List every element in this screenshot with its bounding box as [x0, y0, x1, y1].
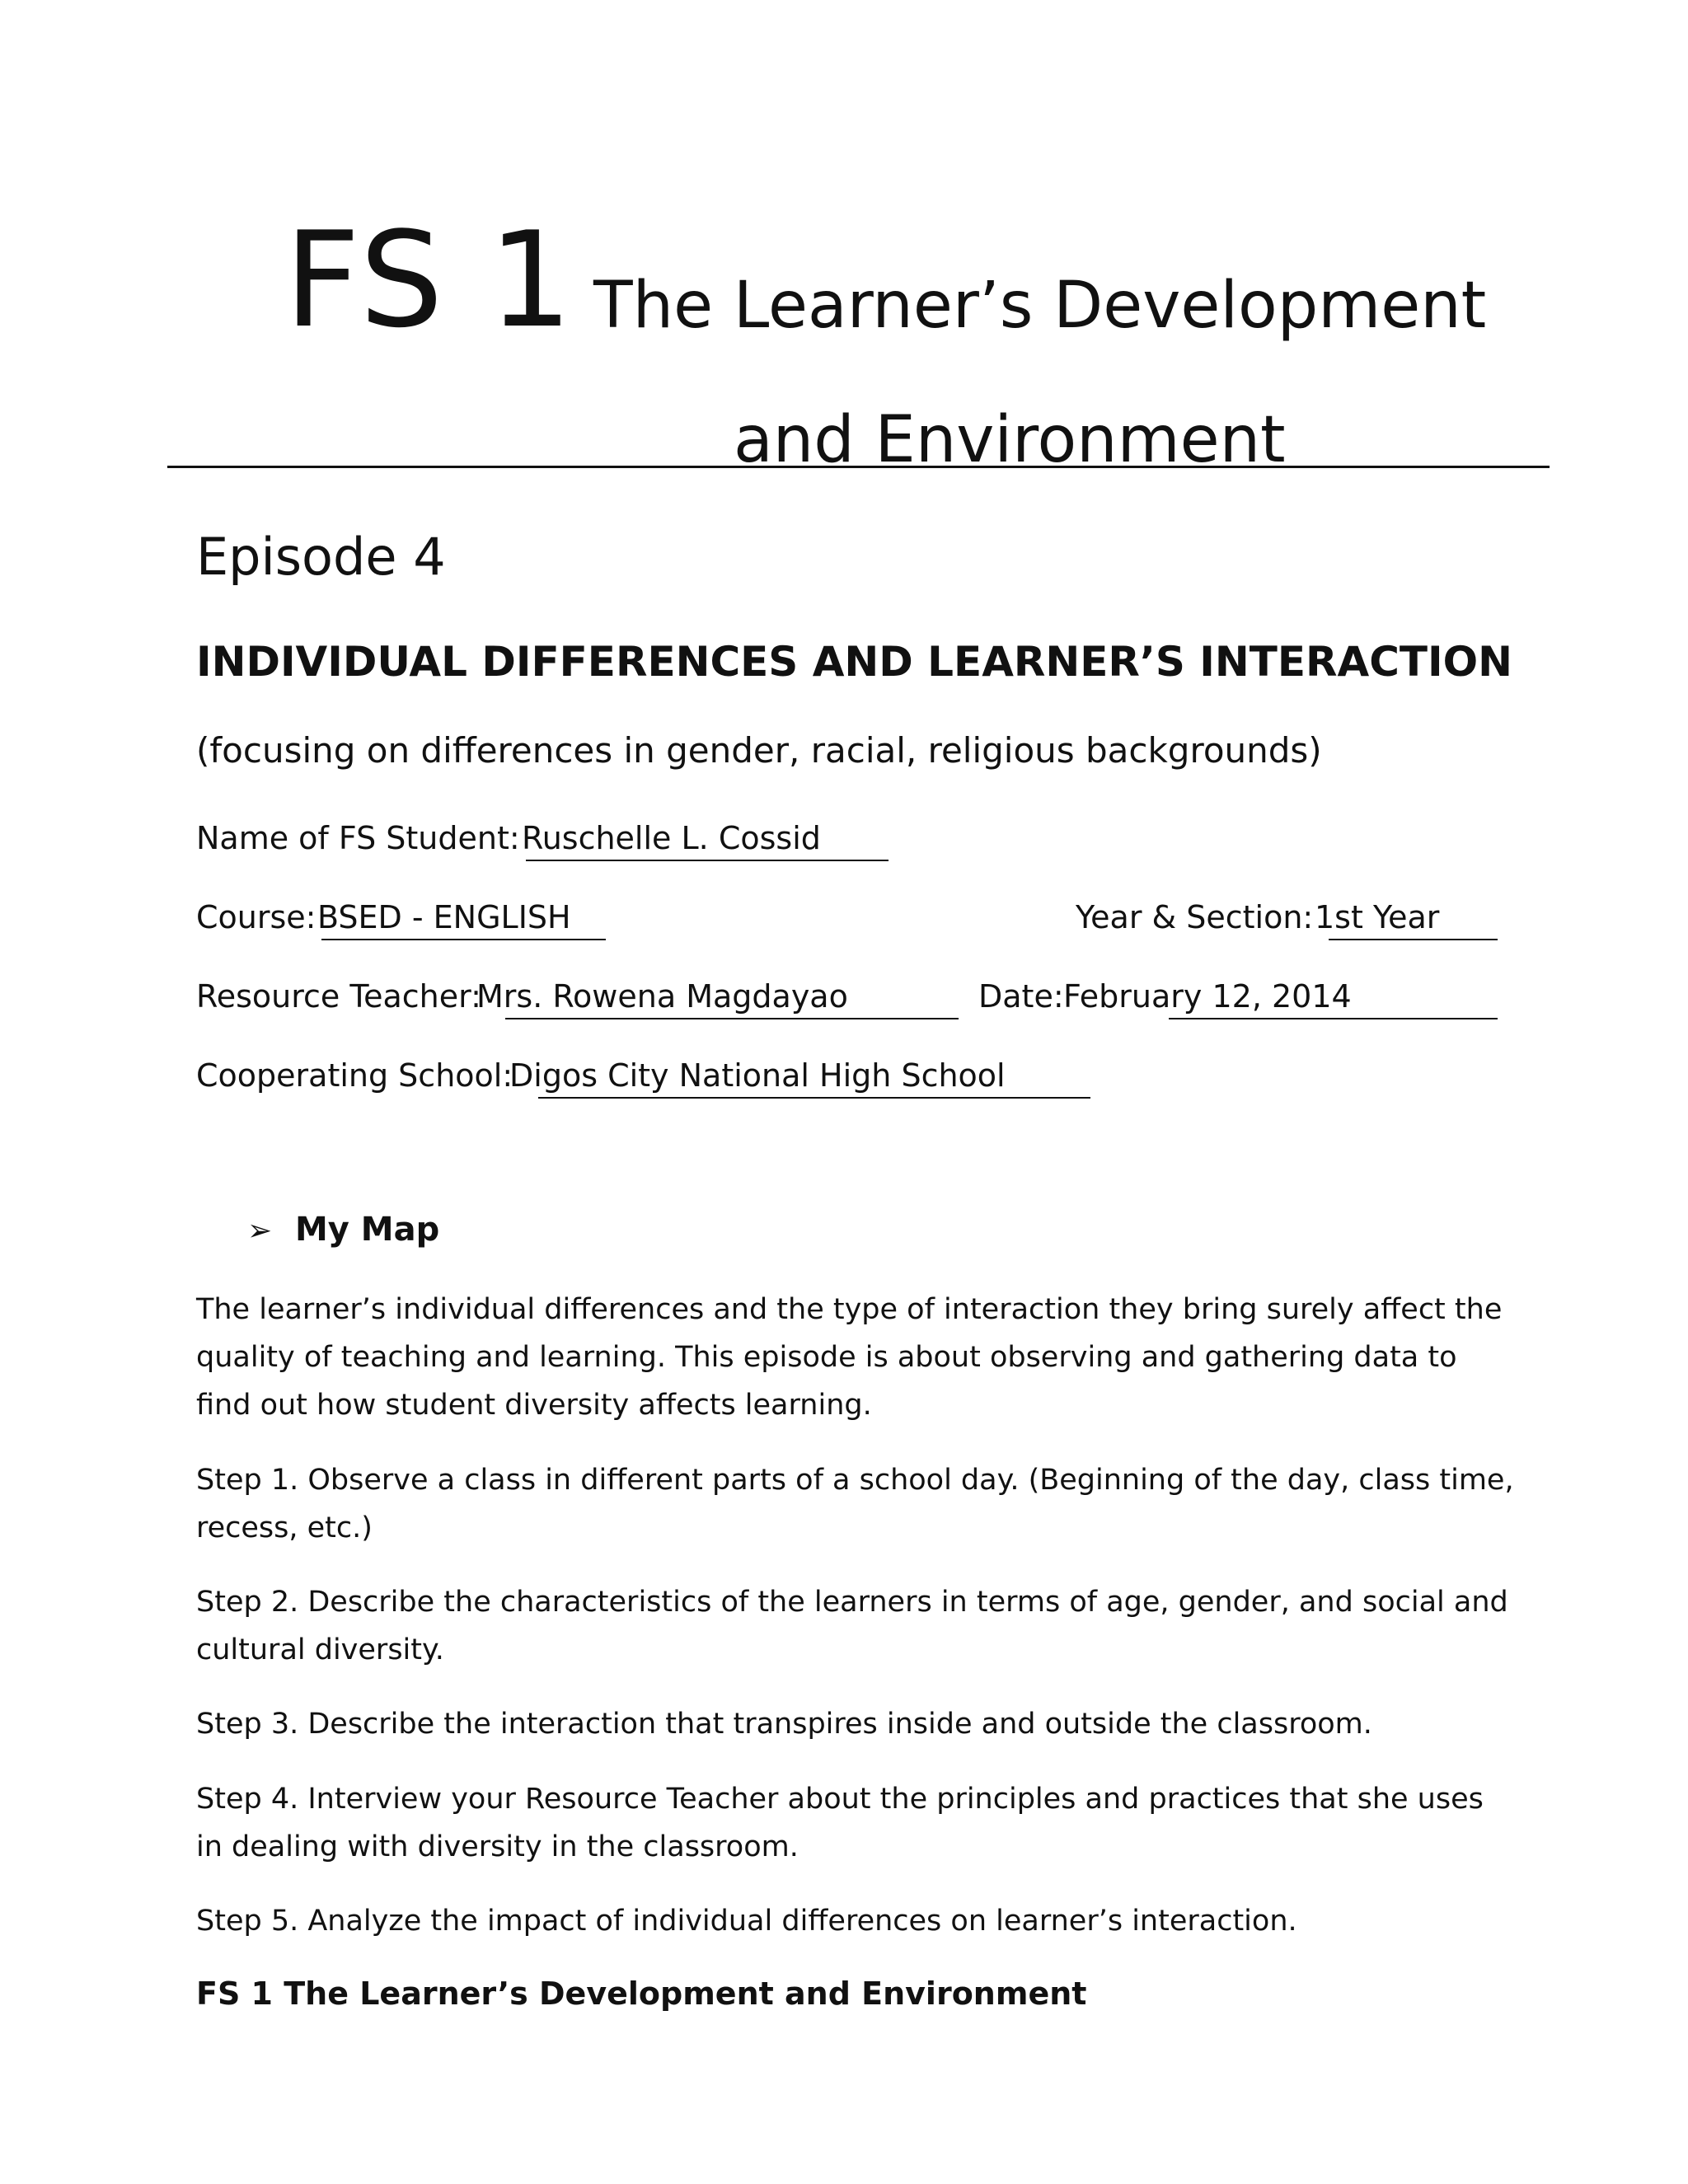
step-4: Step 4. Interview your Resource Teacher about the principles and practices that she uses in dealing with diversity in the classroom.	[196, 1783, 1484, 1863]
student-name-underline	[526, 860, 889, 861]
resource-teacher-label: Resource Teacher:	[196, 978, 481, 1015]
intro-paragraph: The learner’s individual differences and the type of interaction they bring surely affect the quality of teaching and learning. This episode is about observing and gathering data to find out how student diversity affects learning.	[196, 1293, 1503, 1422]
cooperating-school-value: Digos City National High School	[509, 1057, 1006, 1094]
step-5: Step 5. Analyze the impact of individual differences on learner’s interaction.	[196, 1905, 1297, 1938]
date-label: Date:	[978, 978, 1064, 1015]
date-underline	[1169, 1018, 1498, 1019]
student-name-value: Ruschelle L. Cossid	[522, 820, 821, 856]
footer-heading: FS 1 The Learner’s Development and Environment	[196, 1975, 1087, 2012]
cooperating-school-underline	[538, 1097, 1090, 1099]
title-line-2: and Environment	[734, 403, 1286, 477]
course-label: Course:	[196, 899, 316, 935]
date-value: February 12, 2014	[1063, 978, 1352, 1015]
course-underline	[321, 939, 606, 940]
year-section-value: 1st Year	[1315, 899, 1440, 935]
episode-label: Episode 4	[196, 527, 446, 587]
resource-teacher-underline	[505, 1018, 959, 1019]
my-map-heading	[247, 1211, 440, 1249]
episode-subtitle: (focusing on differences in gender, racial, religious backgrounds)	[196, 730, 1322, 771]
course-code: FS 1	[284, 203, 574, 357]
my-map-title: My Map	[295, 1211, 440, 1249]
year-section-label: Year & Section:	[1076, 899, 1314, 935]
arrow-bullet-icon: ➢	[247, 1214, 273, 1248]
step-1: Step 1. Observe a class in different parts of a school day. (Beginning of the day, class time, recess, etc.)	[196, 1464, 1514, 1544]
title-line-1: The Learner’s Development	[593, 269, 1487, 343]
student-name-label: Name of FS Student:	[196, 820, 520, 856]
episode-heading: INDIVIDUAL DIFFERENCES AND LEARNER’S INTERACTION	[196, 638, 1512, 686]
step-3: Step 3. Describe the interaction that transpires inside and outside the classroom.	[196, 1708, 1372, 1741]
resource-teacher-value: Mrs. Rowena Magdayao	[476, 978, 848, 1015]
cooperating-school-label: Cooperating School:	[196, 1057, 513, 1094]
step-2: Step 2. Describe the characteristics of the learners in terms of age, gender, and social and cultural diversity.	[196, 1586, 1508, 1666]
course-value: BSED - ENGLISH	[317, 899, 571, 935]
year-section-underline	[1329, 939, 1498, 940]
title-rule	[167, 466, 1550, 468]
